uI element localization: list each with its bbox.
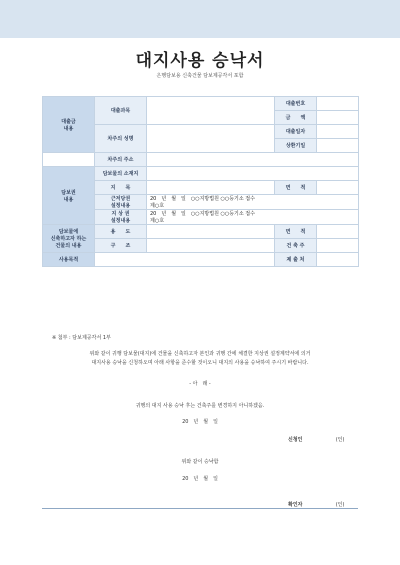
document-subtitle: 은행담보용 신축건물 담보제공각서 포함 bbox=[156, 73, 244, 79]
body-line-2: 대지사용 승낙을 신청하오며 아래 사항을 준수할 것이오니 대지의 사용을 승낙하여 주시기 바랍니다. bbox=[91, 360, 309, 366]
building-section-label: 담보물에 신축하고자 하는 건물의 내용 bbox=[43, 225, 95, 253]
loan-number-label: 대출번호 bbox=[275, 97, 317, 111]
collateral-location-field[interactable] bbox=[147, 167, 359, 181]
loan-subject-label: 대출과목 bbox=[95, 97, 147, 125]
document-title: 대지사용 승낙서 bbox=[135, 51, 265, 71]
applicant-label: 신청인 bbox=[288, 437, 303, 443]
collateral-section-label: 담보권 내용 bbox=[43, 167, 95, 225]
loan-date-label: 대출일자 bbox=[275, 125, 317, 139]
collateral-location-label: 담보물의 소재지 bbox=[95, 167, 147, 181]
borrower-name-field[interactable] bbox=[147, 125, 275, 153]
amount-field[interactable] bbox=[317, 111, 359, 125]
confirmer-label: 확인자 bbox=[288, 502, 303, 508]
area-label: 면 적 bbox=[275, 181, 317, 195]
approval-date: 20 년 월 일 bbox=[182, 476, 218, 482]
land-category-label: 지 목 bbox=[95, 181, 147, 195]
borrower-name-label: 차주의 성명 bbox=[95, 125, 147, 153]
area-field[interactable] bbox=[317, 181, 359, 195]
borrower-address-label: 차주의 주소 bbox=[95, 153, 147, 167]
mortgage-label: 근저당권 설정내용 bbox=[95, 195, 147, 210]
confirmer-signature bbox=[288, 501, 344, 508]
use-field[interactable] bbox=[147, 225, 275, 239]
confirmer-seal: (인) bbox=[335, 502, 345, 508]
bottom-rule bbox=[42, 508, 358, 509]
builder-field[interactable] bbox=[317, 239, 359, 253]
submit-to-field[interactable] bbox=[317, 253, 359, 267]
building-area-field[interactable] bbox=[317, 225, 359, 239]
header-band bbox=[0, 0, 400, 38]
application-date: 20 년 월 일 bbox=[182, 419, 218, 425]
application-form-table bbox=[42, 96, 359, 267]
loan-section-label: 대출금 내용 bbox=[43, 97, 95, 153]
purpose-field[interactable] bbox=[95, 253, 275, 267]
loan-number-field[interactable] bbox=[317, 97, 359, 111]
purpose-label: 사용목적 bbox=[43, 253, 95, 267]
superficies-value[interactable]: 20 년 월 일 ○○지방법원 ○○등기소 접수 제○호 bbox=[147, 210, 359, 225]
superficies-label: 지 상 권 설정내용 bbox=[95, 210, 147, 225]
structure-label: 구 조 bbox=[95, 239, 147, 253]
approval-statement: 위와 같이 승낙함 bbox=[181, 459, 219, 465]
spacer-cell bbox=[43, 153, 95, 167]
mortgage-value[interactable]: 20 년 월 일 ○○지방법원 ○○등기소 접수 제○호 bbox=[147, 195, 359, 210]
borrower-address-field[interactable] bbox=[147, 153, 359, 167]
attachment-note: ※ 첨부 : 담보제공각서 1부 bbox=[52, 335, 111, 341]
clause-heading: - 아 래 - bbox=[189, 381, 211, 387]
applicant-seal: (인) bbox=[335, 437, 345, 443]
land-category-field[interactable] bbox=[147, 181, 275, 195]
submit-to-label: 제 출 처 bbox=[275, 253, 317, 267]
applicant-signature bbox=[288, 436, 344, 443]
building-area-label: 면 적 bbox=[275, 225, 317, 239]
repayment-date-label: 상환기일 bbox=[275, 139, 317, 153]
body-line-1: 위와 같이 귀행 담보물(대지)에 건물을 신축하고자 본인과 귀행 간에 체결한 지상권 설정계약서에 의거 bbox=[89, 351, 311, 357]
amount-label: 금 액 bbox=[275, 111, 317, 125]
builder-label: 건 축 주 bbox=[275, 239, 317, 253]
clause-text: 귀행의 대지 사용 승낙 후는 건축주를 변경하지 아니하겠음. bbox=[135, 403, 265, 409]
loan-date-field[interactable] bbox=[317, 125, 359, 139]
loan-subject-field[interactable] bbox=[147, 97, 275, 125]
use-label: 용 도 bbox=[95, 225, 147, 239]
repayment-date-field[interactable] bbox=[317, 139, 359, 153]
structure-field[interactable] bbox=[147, 239, 275, 253]
